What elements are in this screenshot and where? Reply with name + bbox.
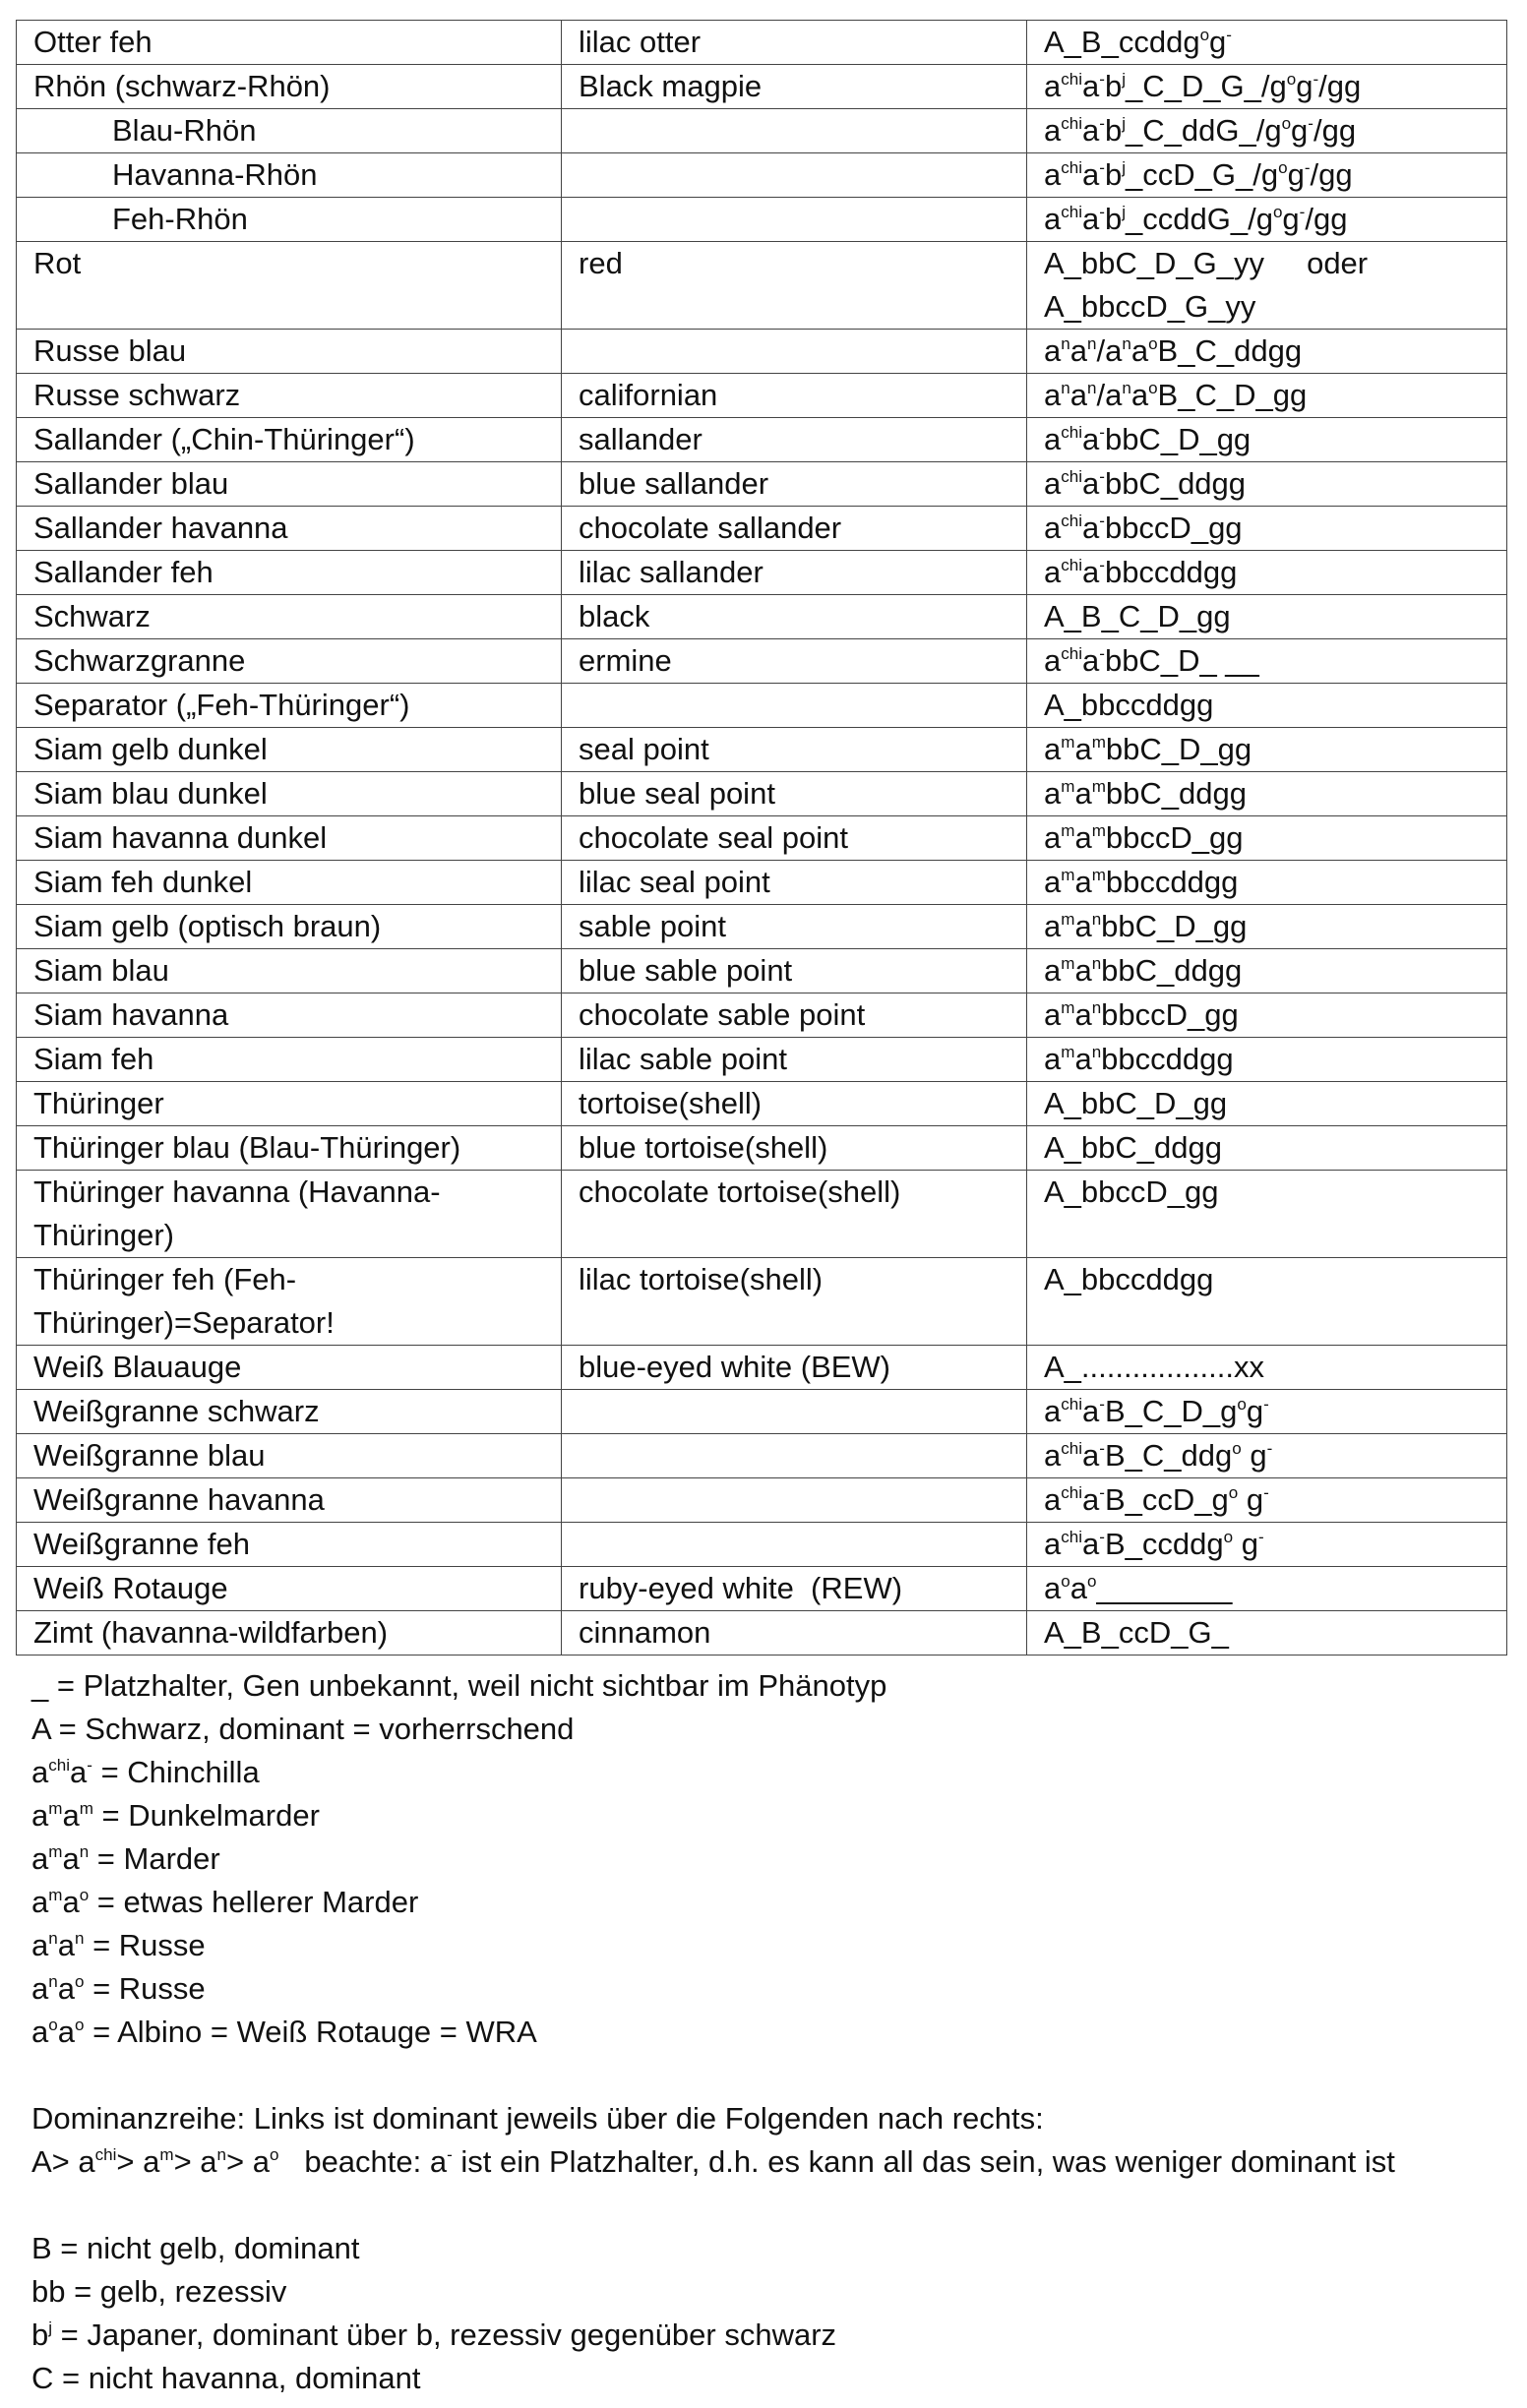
english-name-cell: lilac sallander <box>562 551 1027 595</box>
note-line: Dominanzreihe: Links ist dominant jeweils über die Folgenden nach rechts: <box>31 2101 1044 2136</box>
breed-name-cell: Thüringer feh (Feh- Thüringer)=Separator! <box>17 1258 562 1346</box>
english-name-cell <box>562 330 1027 374</box>
blank-line <box>31 2054 1507 2097</box>
english-name-cell: sable point <box>562 905 1027 949</box>
genotype-cell: $a^{chi}a^-b^j\_ccddG\_/g^og^-/gg$ <box>1027 198 1507 242</box>
breed-name-cell: Siam feh dunkel <box>17 861 562 905</box>
note-line: $a^ma^n$ = Marder <box>31 1841 220 1876</box>
note-line: C = nicht havanna, dominant <box>31 2361 421 2395</box>
english-name-cell: chocolate sable point <box>562 993 1027 1038</box>
breed-name-cell: Zimt (havanna-wildfarben) <box>17 1611 562 1656</box>
color-genetics-table <box>16 20 1507 1656</box>
table-body <box>17 21 1507 1656</box>
genotype-cell: $a^na^n/a^na^oB\_C\_D\_gg$ <box>1027 374 1507 418</box>
english-name-cell: lilac otter <box>562 21 1027 65</box>
english-name-cell: black <box>562 595 1027 639</box>
genotype-cell: A_bbccddgg <box>1027 1258 1507 1346</box>
english-name-cell: sallander <box>562 418 1027 462</box>
genotype-cell: $a^{chi}a^-bbccD\_gg$ <box>1027 507 1507 551</box>
genotype-cell: $a^{chi}a^-B\_C\_ddg^o$ g- <box>1027 1434 1507 1478</box>
genotype-cell: $a^{chi}a^-b^j\_C\_D\_G\_/g^og^-/gg$ <box>1027 65 1507 109</box>
table-row <box>17 21 1507 65</box>
note-line: $a^na^n$ = Russe <box>31 1928 206 1962</box>
genotype-cell: $a^ma^nbbC\_D\_gg$ <box>1027 905 1507 949</box>
table-row <box>17 418 1507 462</box>
table-row <box>17 1171 1507 1258</box>
table-row <box>17 242 1507 330</box>
english-name-cell: blue seal point <box>562 772 1027 816</box>
breed-name-cell: Weißgranne blau <box>17 1434 562 1478</box>
table-row <box>17 905 1507 949</box>
breed-name-cell: Schwarzgranne <box>17 639 562 684</box>
breed-name-cell: Siam feh <box>17 1038 562 1082</box>
genotype-cell: A_bbccD_gg <box>1027 1171 1507 1258</box>
english-name-cell: lilac sable point <box>562 1038 1027 1082</box>
breed-name-cell: Rhön (schwarz-Rhön) <box>17 65 562 109</box>
genotype-cell: A_bbC_ddgg <box>1027 1126 1507 1171</box>
breed-name-cell: Russe blau <box>17 330 562 374</box>
table-row <box>17 65 1507 109</box>
genotype-cell: $a^{chi}a^-bbC\_D\_$ __ <box>1027 639 1507 684</box>
english-name-cell: Black magpie <box>562 65 1027 109</box>
english-name-cell: chocolate tortoise(shell) <box>562 1171 1027 1258</box>
breed-name-cell: Thüringer <box>17 1082 562 1126</box>
english-name-cell <box>562 153 1027 198</box>
breed-name-cell: Siam gelb dunkel <box>17 728 562 772</box>
table-row <box>17 861 1507 905</box>
genotype-cell: A_..................xx <box>1027 1346 1507 1390</box>
english-name-cell: californian <box>562 374 1027 418</box>
genotype-cell: A_B_ccddg$^o$g- <box>1027 21 1507 65</box>
table-row <box>17 684 1507 728</box>
table-row <box>17 1478 1507 1523</box>
breed-name-cell: Feh-Rhön <box>17 198 562 242</box>
table-row <box>17 772 1507 816</box>
note-line: $a^oa^o$ = Albino = Weiß Rotauge = WRA <box>31 2015 537 2049</box>
english-name-cell <box>562 1390 1027 1434</box>
english-name-cell: cinnamon <box>562 1611 1027 1656</box>
table-row <box>17 1258 1507 1346</box>
genotype-cell: $a^ma^nbbccD\_gg$ <box>1027 993 1507 1038</box>
genotype-cell: A_bbC_D_G_yy oder A_bbccD_G_yy <box>1027 242 1507 330</box>
table-row <box>17 1611 1507 1656</box>
note-line: A = Schwarz, dominant = vorherrschend <box>31 1712 575 1746</box>
breed-name-cell: Russe schwarz <box>17 374 562 418</box>
breed-name-cell: Siam gelb (optisch braun) <box>17 905 562 949</box>
breed-name-cell: Weißgranne feh <box>17 1523 562 1567</box>
english-name-cell <box>562 684 1027 728</box>
english-name-cell: ermine <box>562 639 1027 684</box>
english-name-cell: blue sable point <box>562 949 1027 993</box>
breed-name-cell: Weiß Rotauge <box>17 1567 562 1611</box>
note-line: bb = gelb, rezessiv <box>31 2274 287 2309</box>
english-name-cell: blue tortoise(shell) <box>562 1126 1027 1171</box>
table-row <box>17 1038 1507 1082</box>
english-name-cell <box>562 109 1027 153</box>
blank-line <box>31 2184 1507 2227</box>
english-name-cell: lilac seal point <box>562 861 1027 905</box>
english-name-cell <box>562 198 1027 242</box>
breed-name-cell: Sallander („Chin-Thüringer“) <box>17 418 562 462</box>
english-name-cell <box>562 1434 1027 1478</box>
note-line: $a^ma^o$ = etwas hellerer Marder <box>31 1885 419 1919</box>
english-name-cell: blue-eyed white (BEW) <box>562 1346 1027 1390</box>
genotype-cell: $a^{chi}a^-B\_ccddg^o$ g- <box>1027 1523 1507 1567</box>
genotype-cell: $a^{chi}a^-bbC\_D\_gg$ <box>1027 418 1507 462</box>
english-name-cell: blue sallander <box>562 462 1027 507</box>
genotype-cell: $a^{chi}a^-bbccddgg$ <box>1027 551 1507 595</box>
note-line: $a^ma^m$ = Dunkelmarder <box>31 1798 320 1833</box>
genotype-cell: A_B_C_D_gg <box>1027 595 1507 639</box>
english-name-cell: ruby-eyed white (REW) <box>562 1567 1027 1611</box>
breed-name-cell: Havanna-Rhön <box>17 153 562 198</box>
genotype-cell: $a^ma^mbbC\_ddgg$ <box>1027 772 1507 816</box>
genotype-cell: $a^ma^mbbccddgg$ <box>1027 861 1507 905</box>
table-row <box>17 1346 1507 1390</box>
table-row <box>17 1082 1507 1126</box>
table-row <box>17 993 1507 1038</box>
genotype-cell: A_bbC_D_gg <box>1027 1082 1507 1126</box>
table-row <box>17 462 1507 507</box>
breed-name-cell: Otter feh <box>17 21 562 65</box>
table-row <box>17 330 1507 374</box>
note-line: B = nicht gelb, dominant <box>31 2231 360 2265</box>
breed-name-cell: Siam havanna dunkel <box>17 816 562 861</box>
table-row <box>17 374 1507 418</box>
note-line: $b^j$ = Japaner, dominant über b, rezessiv gegenüber schwarz <box>31 2318 837 2352</box>
breed-name-cell: Rot <box>17 242 562 330</box>
table-row <box>17 595 1507 639</box>
note-line: $A> a^{chi}> a^m> a^n> a^o$ beachte: a- ist ein Platzhalter, d.h. es kann all das sein, was weniger dominant ist <box>31 2144 1395 2179</box>
breed-name-cell: Weißgranne schwarz <box>17 1390 562 1434</box>
genotype-cell: $a^{chi}a^-b^j\_ccD\_G\_/g^og^-/gg$ <box>1027 153 1507 198</box>
table-row <box>17 1523 1507 1567</box>
genotype-cell: $a^{chi}a^-B\_ccD\_g^o$ g- <box>1027 1478 1507 1523</box>
legend-notes <box>31 1664 1507 2400</box>
breed-name-cell: Separator („Feh-Thüringer“) <box>17 684 562 728</box>
table-row <box>17 1567 1507 1611</box>
genotype-cell: $a^ma^mbbC\_D\_gg$ <box>1027 728 1507 772</box>
genotype-cell: A_bbccddgg <box>1027 684 1507 728</box>
table-row <box>17 1434 1507 1478</box>
breed-name-cell: Blau-Rhön <box>17 109 562 153</box>
english-name-cell: chocolate sallander <box>562 507 1027 551</box>
genotype-cell: $a^oa^o\_\_\_\_\_\_\_\_$ <box>1027 1567 1507 1611</box>
genotype-cell: $a^ma^nbbC\_ddgg$ <box>1027 949 1507 993</box>
table-row <box>17 1390 1507 1434</box>
genotype-cell: $a^ma^nbbccddgg$ <box>1027 1038 1507 1082</box>
table-row <box>17 728 1507 772</box>
genotype-cell: A_B_ccD_G_ <box>1027 1611 1507 1656</box>
table-row <box>17 153 1507 198</box>
table-row <box>17 1126 1507 1171</box>
note-line: $a^{chi}a^-$ = Chinchilla <box>31 1755 260 1789</box>
table-row <box>17 816 1507 861</box>
english-name-cell: lilac tortoise(shell) <box>562 1258 1027 1346</box>
english-name-cell: tortoise(shell) <box>562 1082 1027 1126</box>
note-line: _ = Platzhalter, Gen unbekannt, weil nicht sichtbar im Phänotyp <box>31 1668 887 1703</box>
genotype-cell: $a^{chi}a^-bbC\_ddgg$ <box>1027 462 1507 507</box>
english-name-cell <box>562 1478 1027 1523</box>
breed-name-cell: Sallander havanna <box>17 507 562 551</box>
breed-name-cell: Siam blau dunkel <box>17 772 562 816</box>
breed-name-cell: Weiß Blauauge <box>17 1346 562 1390</box>
breed-name-cell: Siam havanna <box>17 993 562 1038</box>
breed-name-cell: Sallander blau <box>17 462 562 507</box>
english-name-cell: red <box>562 242 1027 330</box>
note-line: $a^na^o$ = Russe <box>31 1971 206 2006</box>
genotype-cell: $a^{chi}a^-B\_C\_D\_g^og^-$ <box>1027 1390 1507 1434</box>
english-name-cell <box>562 1523 1027 1567</box>
breed-name-cell: Thüringer havanna (Havanna- Thüringer) <box>17 1171 562 1258</box>
table-row <box>17 551 1507 595</box>
genotype-cell: $a^ma^mbbccD\_gg$ <box>1027 816 1507 861</box>
english-name-cell: seal point <box>562 728 1027 772</box>
breed-name-cell: Siam blau <box>17 949 562 993</box>
breed-name-cell: Schwarz <box>17 595 562 639</box>
genotype-cell: $a^{chi}a^-b^j\_C\_ddG\_/g^og^-/gg$ <box>1027 109 1507 153</box>
table-row <box>17 198 1507 242</box>
breed-name-cell: Sallander feh <box>17 551 562 595</box>
table-row <box>17 109 1507 153</box>
english-name-cell: chocolate seal point <box>562 816 1027 861</box>
table-row <box>17 507 1507 551</box>
table-row <box>17 639 1507 684</box>
genotype-cell: $a^na^n/a^na^oB\_C\_ddgg$ <box>1027 330 1507 374</box>
breed-name-cell: Thüringer blau (Blau-Thüringer) <box>17 1126 562 1171</box>
table-row <box>17 949 1507 993</box>
breed-name-cell: Weißgranne havanna <box>17 1478 562 1523</box>
